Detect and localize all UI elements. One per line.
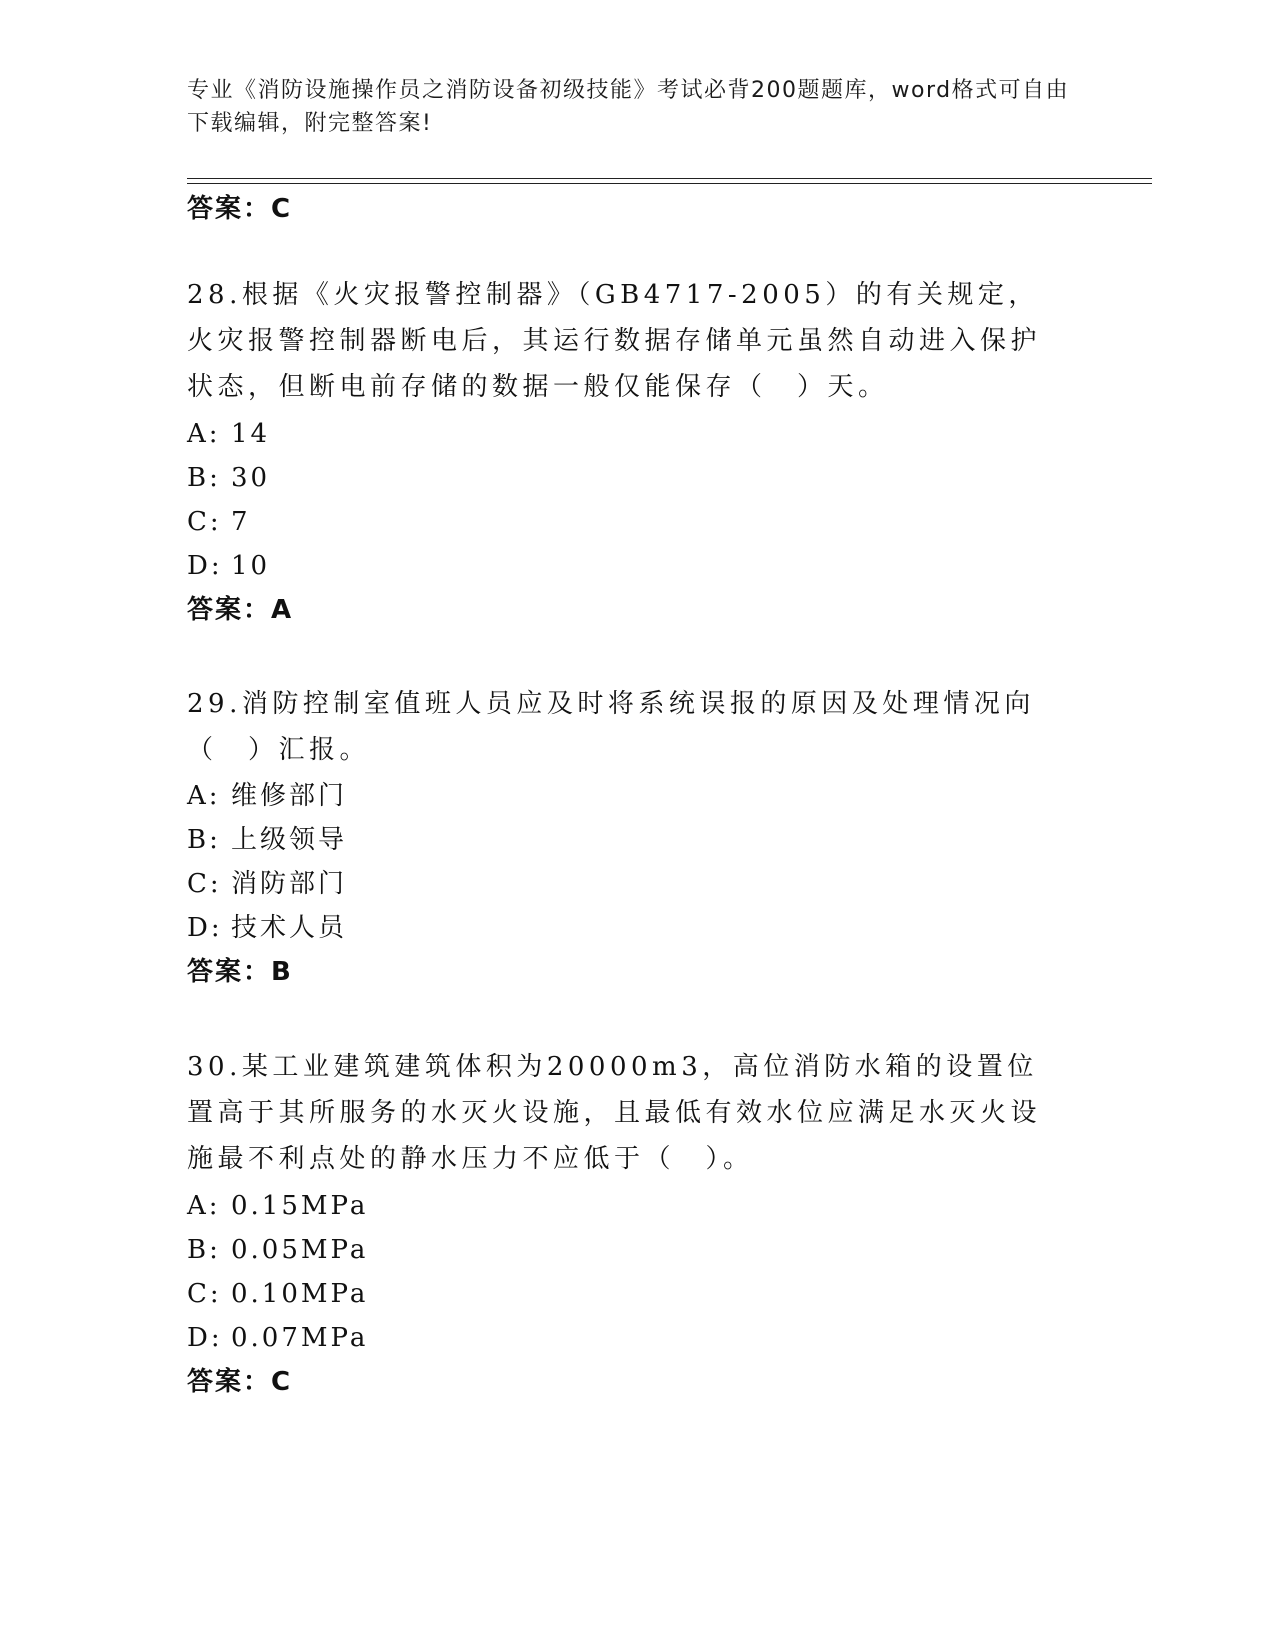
option-value: 14 (231, 419, 271, 449)
option-value: 0.07MPa (231, 1323, 369, 1353)
option-letter: B: (187, 1235, 221, 1265)
question-30-option-d (187, 1322, 368, 1354)
question-29-option-c (187, 868, 347, 900)
question-28-option-c (187, 506, 251, 538)
option-letter: A: (187, 1191, 221, 1221)
question-28-option-a (187, 418, 270, 450)
answer-prev: 答案：C (187, 194, 293, 224)
option-letter: D: (187, 913, 223, 943)
option-letter: C: (187, 1279, 222, 1309)
question-30-text: 30.某工业建筑建筑体积为20000m3，高位消防水箱的设置位置高于其所服务的水灭火设施，且最低有效水位应满足水灭火设施最不利点处的静水压力不应低于（ ）。 (187, 1052, 1042, 1174)
option-value: 维修部门 (231, 781, 348, 811)
option-value: 0.15MPa (231, 1191, 369, 1221)
question-29-option-a (187, 780, 347, 812)
option-letter: C: (187, 869, 222, 899)
option-value: 0.10MPa (231, 1279, 369, 1309)
question-29-option-d (187, 912, 347, 944)
question-30-answer: 答案：C (187, 1367, 293, 1397)
question-29-answer: 答案：B (187, 957, 293, 987)
option-value: 7 (231, 507, 251, 537)
option-value: 10 (231, 551, 271, 581)
option-letter: C: (187, 507, 222, 537)
question-30-option-c (187, 1278, 368, 1310)
question-30-option-b (187, 1234, 368, 1266)
header-divider-bottom (187, 183, 1152, 184)
option-value: 消防部门 (231, 869, 348, 899)
question-30-option-a (187, 1190, 368, 1222)
question-29-text: 29.消防控制室值班人员应及时将系统误报的原因及处理情况向（ ）汇报。 (187, 689, 1035, 765)
header-divider-top (187, 178, 1152, 179)
question-29-option-b (187, 824, 347, 856)
option-letter: A: (187, 781, 221, 811)
option-value: 30 (231, 463, 271, 493)
question-28-option-b (187, 462, 270, 494)
option-letter: B: (187, 825, 221, 855)
option-value: 技术人员 (231, 913, 348, 943)
option-letter: D: (187, 1323, 223, 1353)
option-letter: B: (187, 463, 221, 493)
document-header: 专业《消防设施操作员之消防设备初级技能》考试必背200题题库，word格式可自由下载编辑，附完整答案! (187, 78, 1070, 136)
question-28-text: 28.根据《火灾报警控制器》（GB4717-2005）的有关规定，火灾报警控制器断电后，其运行数据存储单元虽然自动进入保护状态，但断电前存储的数据一般仅能保存（ ）天。 (187, 280, 1042, 402)
option-letter: D: (187, 551, 223, 581)
question-28-option-d (187, 550, 270, 582)
option-value: 上级领导 (231, 825, 348, 855)
option-value: 0.05MPa (231, 1235, 369, 1265)
option-letter: A: (187, 419, 221, 449)
question-28-answer: 答案：A (187, 595, 294, 625)
